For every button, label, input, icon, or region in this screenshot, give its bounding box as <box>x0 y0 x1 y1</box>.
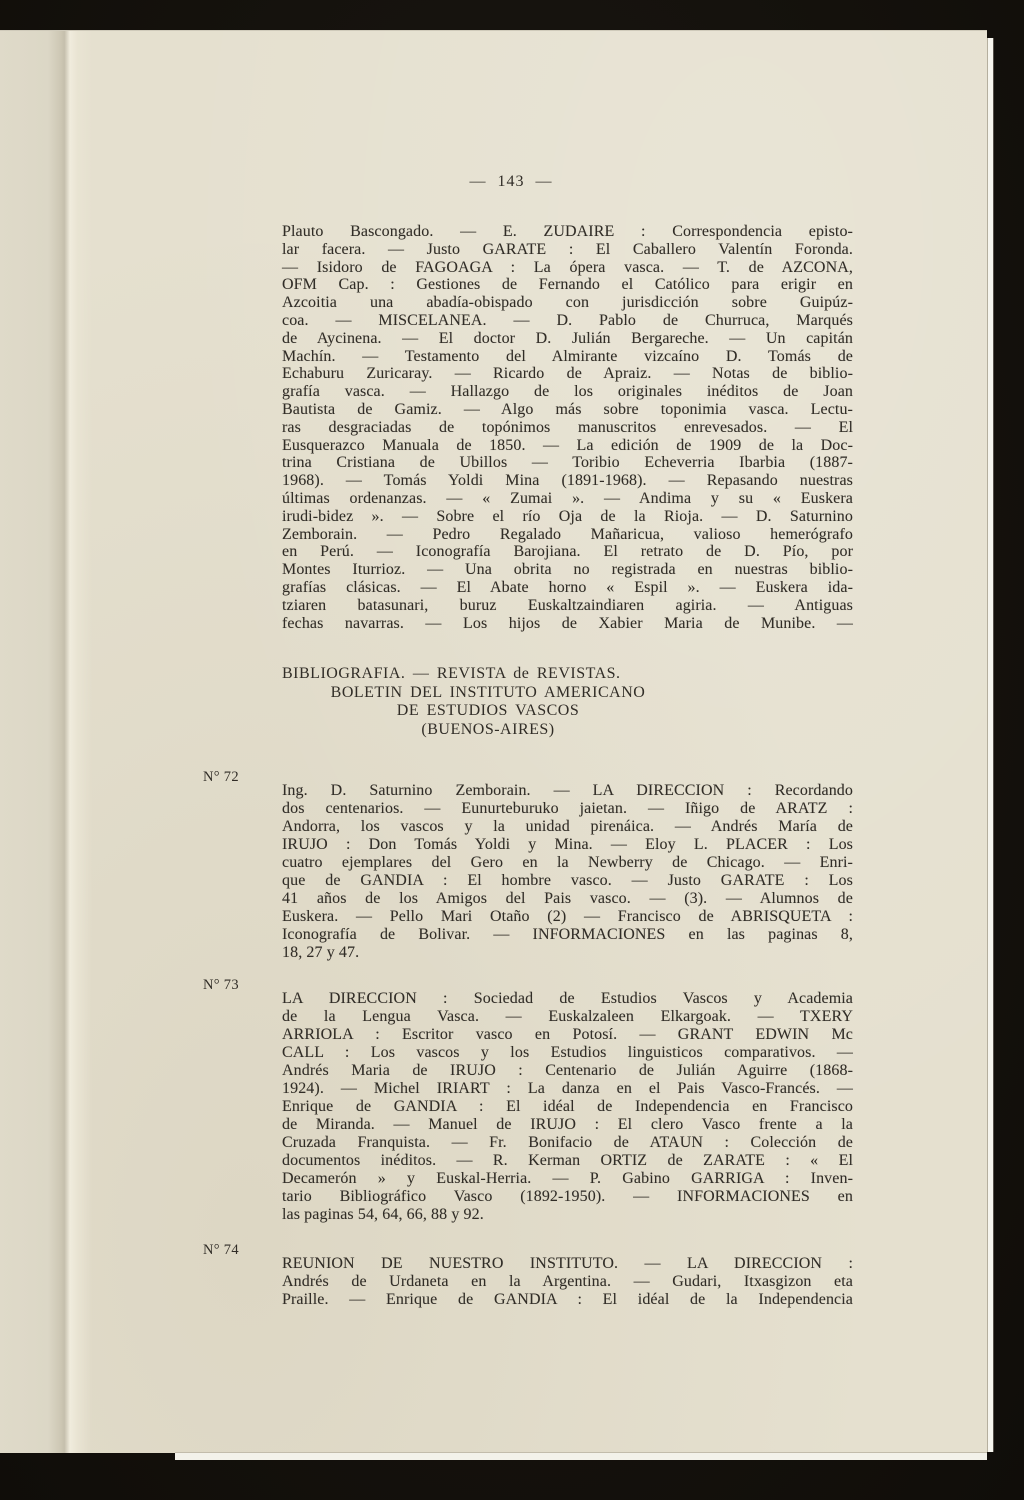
text-line: ras desgraciadas de topónimos manuscritos enrevesados. — El <box>282 418 853 436</box>
text-line: Andorra, los vascos y la unidad pirenáica. — Andrés María de <box>282 818 853 835</box>
issue-summary <box>282 782 853 962</box>
issue-entry-74 <box>203 1242 853 1309</box>
text-line: coa. — MISCELANEA. — D. Pablo de Churruca, Marqués <box>282 311 853 329</box>
text-line: Zemborain. — Pedro Regalado Mañaricua, valioso hemerógrafo <box>282 525 853 543</box>
text-line: — Isidoro de FAGOAGA : La ópera vasca. — T. de AZCONA, <box>282 258 853 276</box>
text-line: OFM Cap. : Gestiones de Fernando el Católico para erigir en <box>282 276 853 294</box>
text-line: las paginas 54, 64, 66, 88 y 92. <box>282 1206 484 1223</box>
text-line: Enrique de GANDIA : El idéal de Independencia en Francisco <box>282 1098 853 1115</box>
issue-number-label: N° 72 <box>203 769 239 785</box>
text-line: Eusquerazco Manuala de 1850. — La edición de 1909 de la Doc- <box>282 436 853 454</box>
text-line: grafía vasca. — Hallazgo de los originales inéditos de Joan <box>282 383 853 401</box>
text-line: Echaburu Zuricaray. — Ricardo de Apraiz. — Notas de biblio- <box>282 365 853 383</box>
page-stack-edge-right <box>987 38 994 1452</box>
text-line: ARRIOLA : Escritor vasco en Potosí. — GRANT EDWIN Mc <box>282 1026 853 1043</box>
page-number: — 143 — <box>469 173 553 190</box>
text-line: documentos inéditos. — R. Kerman ORTIZ de ZARATE : « El <box>282 1152 853 1169</box>
heading-line: (BUENOS-AIRES) <box>421 721 555 739</box>
text-line: Praille. — Enrique de GANDIA : El idéal de la Independencia <box>282 1291 853 1308</box>
text-line: de la Lengua Vasca. — Euskalzaleen Elkargoak. — TXERY <box>282 1008 853 1025</box>
page-fold-crease <box>0 31 92 1453</box>
heading-line: DE ESTUDIOS VASCOS <box>396 702 580 720</box>
text-line: 18, 27 y 47. <box>282 944 360 961</box>
text-line: lar facera. — Justo GARATE : El Caballero Valentín Foronda. <box>282 240 853 258</box>
heading-line: BIBLIOGRAFIA. — REVISTA de REVISTAS. <box>282 665 621 682</box>
text-line: Ing. D. Saturnino Zemborain. — LA DIRECCION : Recordando <box>282 782 853 799</box>
text-line: dos centenarios. — Eunurteburuko jaietan. — Iñigo de ARATZ : <box>282 800 853 817</box>
issue-number-label: N° 74 <box>203 1242 239 1258</box>
intro-paragraph <box>282 223 853 632</box>
text-line: CALL : Los vascos y los Estudios linguisticos comparativos. — <box>282 1044 853 1061</box>
text-line: de Aycinena. — El doctor D. Julián Bergareche. — Un capitán <box>282 329 853 347</box>
text-line: Andrés Maria de IRUJO : Centenario de Julián Aguirre (1868- <box>282 1062 853 1079</box>
text-line: Machín. — Testamento del Almirante vizcaíno D. Tomás de <box>282 347 853 365</box>
heading-line: BOLETIN DEL INSTITUTO AMERICANO <box>330 683 646 701</box>
text-line: 1924). — Michel IRIART : La danza en el Pais Vasco-Francés. — <box>282 1080 853 1097</box>
text-line: últimas ordenanzas. — « Zumai ». — Andima y su « Euskera <box>282 489 853 507</box>
text-line: irudi-bidez ». — Sobre el río Oja de la Rioja. — D. Saturnino <box>282 507 853 525</box>
issue-summary <box>282 990 853 1224</box>
text-line: tziaren batasunari, buruz Euskaltzaindiaren agiria. — Antiguas <box>282 596 853 614</box>
journal-heading <box>282 665 694 740</box>
text-line: Plauto Bascongado. — E. ZUDAIRE : Correspondencia episto- <box>282 223 853 240</box>
issue-entry-72 <box>203 769 853 962</box>
text-line: 41 años de los Amigos del Pais vasco. — (3). — Alumnos de <box>282 890 853 907</box>
text-line: Montes Iturrioz. — Una obrita no registrada en nuestras biblio- <box>282 561 853 579</box>
text-line: tario Bibliográfico Vasco (1892-1950). — INFORMACIONES en <box>282 1188 853 1205</box>
text-line: Decamerón » y Euskal-Herria. — P. Gabino GARRIGA : Inven- <box>282 1170 853 1187</box>
issue-summary <box>282 1255 853 1309</box>
text-line: trina Cristiana de Ubillos — Toribio Echeverria Ibarbia (1887- <box>282 454 853 472</box>
text-line: grafías clásicas. — El Abate horno « Espil ». — Euskera ida- <box>282 578 853 596</box>
text-line: de Miranda. — Manuel de IRUJO : El clero Vasco frente a la <box>282 1116 853 1133</box>
text-line: IRUJO : Don Tomás Yoldi y Mina. — Eloy L. PLACER : Los <box>282 836 853 853</box>
text-line: REUNION DE NUESTRO INSTITUTO. — LA DIRECCION : <box>282 1255 853 1272</box>
text-line: cuatro ejemplares del Gero en la Newberry de Chicago. — Enri- <box>282 854 853 871</box>
text-line: en Perú. — Iconografía Barojiana. El retrato de D. Pío, por <box>282 543 853 561</box>
text-line: Azcoitia una abadía-obispado con jurisdicción sobre Guipúz- <box>282 294 853 312</box>
text-line: que de GANDIA : El hombre vasco. — Justo GARATE : Los <box>282 872 853 889</box>
text-line: Euskera. — Pello Mari Otaño (2) — Francisco de ABRISQUETA : <box>282 908 853 925</box>
issue-number-label: N° 73 <box>203 977 239 993</box>
text-line: LA DIRECCION : Sociedad de Estudios Vascos y Academia <box>282 990 853 1007</box>
text-line: 1968). — Tomás Yoldi Mina (1891-1968). — Repasando nuestras <box>282 472 853 490</box>
text-line: Bautista de Gamiz. — Algo más sobre toponimia vasca. Lectu- <box>282 400 853 418</box>
issue-entry-73 <box>203 977 853 1224</box>
text-line: fechas navarras. — Los hijos de Xabier Maria de Munibe. — <box>282 614 853 632</box>
text-line: Andrés de Urdaneta en la Argentina. — Gudari, Itxasgizon eta <box>282 1273 853 1290</box>
text-line: Iconografía de Bolivar. — INFORMACIONES en las paginas 8, <box>282 926 853 943</box>
page-stack-edge-bottom <box>175 1452 987 1460</box>
text-line: Cruzada Franquista. — Fr. Bonifacio de ATAUN : Colección de <box>282 1134 853 1151</box>
book-page <box>0 30 987 1453</box>
